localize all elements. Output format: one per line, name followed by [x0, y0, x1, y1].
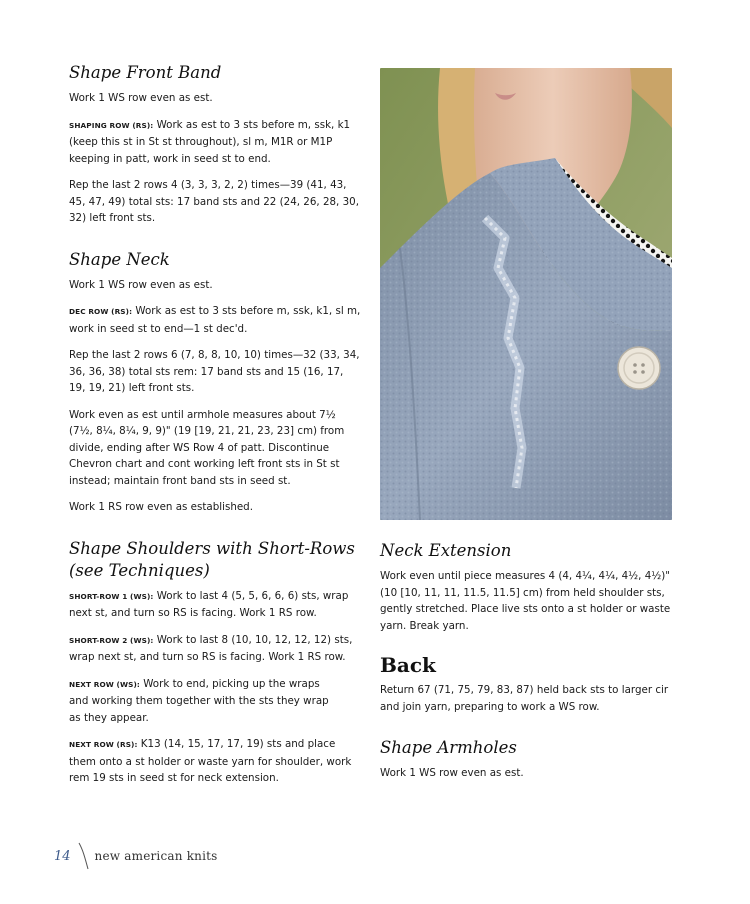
short-row-2-text: Work to last 8 (10, 10, 12, 12, 12) sts, wrap next st, and turn so RS is facing. Work 1 RS row. [69, 633, 353, 663]
heading-shape-neck: Shape Neck [69, 249, 170, 269]
next-row-ws-text: Work to end, picking up the wraps and working them together with the sts they wrap as they appear. [69, 677, 329, 724]
next-row-rs-text: K13 (14, 15, 17, 17, 19) sts and place them onto a st holder or waste yarn for shoulder, work rem 19 sts in seed st for neck extension. [69, 738, 352, 784]
next-row-rs-label: NEXT ROW (RS): [69, 740, 138, 749]
heading-neck-extension: Neck Extension [380, 541, 512, 560]
shaping-row-label: SHAPING ROW (RS): [69, 120, 154, 130]
armholes-p1: Work 1 WS row even as est. [380, 767, 524, 779]
shoulders-heading-line2: (see Techniques) [69, 560, 210, 580]
right-column [380, 540, 680, 792]
neck-p5: Work 1 RS row even as established. [69, 501, 253, 513]
neck-dec-row [69, 303, 361, 337]
front-band-p3: Rep the last 2 rows 4 (3, 3, 3, 2, 2) times—39 (41, 43, 45, 47, 49) total sts: 17 band sts and 22 (24, 26, 28, 30, 32) left front sts. [69, 179, 359, 224]
short-row-1-text: Work to last 4 (5, 5, 6, 6, 6) sts, wrap next st, and turn so RS is facing. Work 1 RS row. [69, 589, 349, 619]
page-number: 14 [54, 848, 71, 864]
short-row-2-label: SHORT-ROW 2 (WS): [69, 635, 154, 645]
divider-slash-icon [75, 842, 93, 870]
page-footer [54, 842, 218, 870]
left-column [69, 62, 361, 797]
back-p1: Return 67 (71, 75, 79, 83, 87) held back sts to larger cir and join yarn, preparing to work a WS row. [380, 684, 669, 713]
heading-shape-armholes: Shape Armholes [380, 738, 517, 757]
short-row-1-label: SHORT-ROW 1 (WS): [69, 591, 154, 601]
shoulders-heading-line1: Shape Shoulders with Short-Rows [69, 538, 355, 558]
next-row-ws-label: NEXT ROW (WS): [69, 679, 140, 689]
sweater-photo [380, 68, 672, 520]
sweater-photo-icon [380, 68, 672, 520]
book-title: new american knits [94, 849, 218, 863]
next-row-ws [69, 676, 331, 727]
dec-row-text: Work as est to 3 sts before m, ssk, k1, sl m, work in seed st to end—1 st dec'd. [69, 305, 361, 335]
neck-p1: Work 1 WS row even as est. [69, 278, 213, 291]
shaping-row-text: Work as est to 3 sts before m, ssk, k1 (keep this st in St st throughout), sl m, M1R or M1P keeping in patt, work in seed st to end. [69, 118, 351, 165]
heading-shape-front-band: Shape Front Band [69, 63, 222, 82]
front-band-shaping-row [69, 117, 361, 168]
neck-p3: Rep the last 2 rows 6 (7, 8, 8, 10, 10) times—32 (33, 34, 36, 36, 38) total sts rem: 17 band sts and 15 (16, 17, 19, 19, 21) left front sts. [69, 349, 360, 394]
heading-back: Back [380, 653, 436, 677]
neck-p4: Work even as est until armhole measures about 7½ (7½, 8¼, 8¼, 9, 9)" (19 [19, 21, 21, 23, 23] cm) from divide, ending after WS Row 4 of patt. Discontinue Chevron chart and cont working left front sts in St st instead; maintain front band sts in seed st. [69, 408, 345, 487]
dec-row-label: DEC ROW (RS): [69, 307, 133, 316]
short-row-2 [69, 632, 361, 666]
next-row-rs [69, 736, 361, 787]
neck-extension-p1: Work even until piece measures 4 (4, 4¼, 4¼, 4½, 4½)" (10 [10, 11, 11, 11.5, 11.5] cm) from held shoulder sts, gently stretched. Place live sts onto a st holder or waste yarn. Break yarn. [380, 570, 671, 632]
front-band-p1: Work 1 WS row even as est. [69, 92, 213, 104]
short-row-1 [69, 588, 361, 622]
heading-shape-shoulders [69, 538, 361, 582]
